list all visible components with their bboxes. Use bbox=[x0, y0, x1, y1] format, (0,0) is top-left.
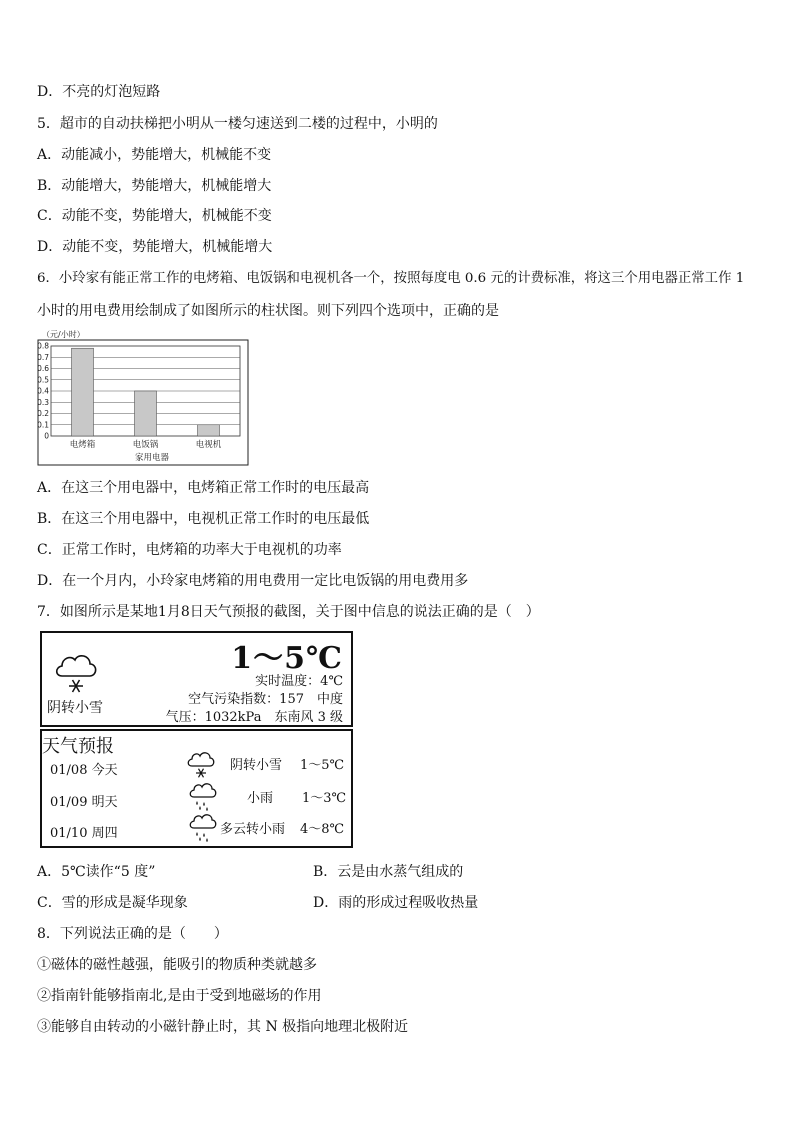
rain-cloud-icon bbox=[187, 780, 219, 812]
chart-y-tick-label: 0.5 bbox=[37, 375, 49, 385]
weather-forecast-panel bbox=[40, 729, 353, 848]
forecast-date: 01/10 周四 bbox=[50, 826, 118, 841]
q6-option-c: C．正常工作时，电烤箱的功率大于电视机的功率 bbox=[37, 542, 342, 558]
bar-chart bbox=[37, 326, 249, 466]
forecast-temp: 4～8℃ bbox=[300, 822, 345, 837]
weather-current-panel bbox=[40, 631, 353, 727]
q5-option-b: B．动能增大，势能增大，机械能增大 bbox=[37, 178, 272, 194]
q7-option-a: A．5℃读作“5 度” bbox=[37, 864, 156, 880]
forecast-temp: 1～5℃ bbox=[300, 758, 345, 773]
air-pollution-index: 空气污染指数：157 中度 bbox=[188, 692, 343, 707]
q6-option-d: D．在一个月内，小玲家电烤箱的用电费用一定比电饭锅的用电费用多 bbox=[37, 573, 469, 589]
q6-stem-line1: 6．小玲家有能正常工作的电烤箱、电饭锅和电视机各一个，按照每度电 0.6 元的计费标准，将这三个用电器正常工作 1 bbox=[37, 271, 745, 286]
q6-option-a: A．在这三个用电器中，电烤箱正常工作时的电压最高 bbox=[37, 480, 370, 496]
q4-option-d: D．不亮的灯泡短路 bbox=[37, 84, 161, 100]
forecast-condition: 小雨 bbox=[247, 791, 274, 806]
q5-stem: 5．超市的自动扶梯把小明从一楼匀速送到二楼的过程中，小明的 bbox=[37, 116, 438, 132]
chart-y-tick-label: 0 bbox=[44, 431, 49, 441]
chart-y-tick-label: 0.8 bbox=[37, 341, 49, 351]
forecast-date: 01/09 明天 bbox=[50, 795, 118, 810]
q8-item-2: ②指南针能够指南北,是由于受到地磁场的作用 bbox=[37, 988, 322, 1004]
q7-stem: 7．如图所示是某地1月8日天气预报的截图，关于图中信息的说法正确的是（ ） bbox=[37, 604, 540, 620]
pressure-wind: 气压：1032kPa 东南风 3 级 bbox=[165, 710, 343, 725]
forecast-condition: 阴转小雪 bbox=[230, 758, 283, 773]
chart-bar bbox=[198, 425, 220, 436]
snow-cloud-icon bbox=[52, 648, 100, 696]
realtime-temp: 实时温度：4℃ bbox=[255, 674, 343, 689]
chart-y-tick-label: 0.4 bbox=[37, 386, 49, 396]
chart-bar bbox=[135, 391, 157, 436]
chart-bar bbox=[72, 348, 94, 436]
q7-option-c: C．雪的形成是凝华现象 bbox=[37, 895, 188, 911]
q6-stem-line2: 小时的用电费用绘制成了如图所示的柱状图。则下列四个选项中，正确的是 bbox=[37, 303, 499, 319]
q7-option-d: D．雨的形成过程吸收热量 bbox=[313, 895, 479, 911]
q8-item-3: ③能够自由转动的小磁针静止时，其 N 极指向地理北极附近 bbox=[37, 1019, 409, 1035]
q7-option-b: B．云是由水蒸气组成的 bbox=[313, 864, 464, 880]
chart-y-unit: （元/小时） bbox=[42, 330, 85, 339]
current-condition: 阴转小雪 bbox=[47, 700, 103, 716]
q8-stem: 8．下列说法正确的是（ ） bbox=[37, 926, 228, 942]
chart-x-tick-label: 电烤箱 bbox=[69, 440, 96, 450]
q5-option-d: D．动能不变，势能增大，机械能增大 bbox=[37, 239, 273, 255]
rain-cloud-icon bbox=[187, 811, 219, 843]
forecast-date: 01/08 今天 bbox=[50, 763, 118, 778]
chart-y-tick-label: 0.2 bbox=[37, 409, 49, 418]
forecast-title: 天气预报 bbox=[42, 736, 114, 757]
chart-x-tick-label: 电饭锅 bbox=[132, 440, 159, 450]
current-temp-range: 1～5℃ bbox=[231, 641, 343, 676]
chart-y-tick-label: 0.3 bbox=[37, 397, 49, 407]
q5-option-a: A．动能减小，势能增大，机械能不变 bbox=[37, 147, 272, 163]
chart-x-axis-label: 家用电器 bbox=[134, 453, 170, 463]
chart-y-tick-label: 0.6 bbox=[37, 364, 49, 373]
q5-option-c: C．动能不变，势能增大，机械能不变 bbox=[37, 208, 272, 224]
snow-cloud-icon bbox=[185, 748, 217, 780]
chart-y-tick-label: 0.7 bbox=[37, 352, 49, 362]
bar-chart-svg bbox=[37, 326, 249, 466]
chart-y-tick-label: 0.1 bbox=[37, 420, 49, 430]
chart-x-tick-label: 电视机 bbox=[195, 440, 222, 450]
q8-item-1: ①磁体的磁性越强，能吸引的物质种类就越多 bbox=[37, 957, 317, 973]
forecast-temp: 1～3℃ bbox=[302, 791, 347, 806]
forecast-condition: 多云转小雨 bbox=[220, 822, 286, 837]
q6-option-b: B．在这三个用电器中，电视机正常工作时的电压最低 bbox=[37, 511, 370, 527]
